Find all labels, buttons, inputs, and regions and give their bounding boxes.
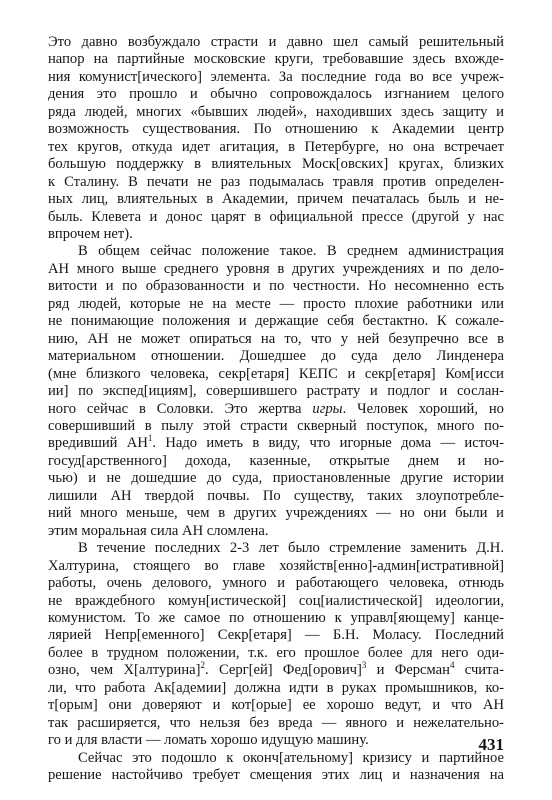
text-line: ных лиц, влиятельных в Академии, причем печаталась быль и не- [48, 191, 504, 208]
text-line: В течение последних 2-3 лет было стремление заменить Д.Н. [78, 540, 504, 557]
italic-word: игры [312, 400, 343, 417]
text-segment: . Серг[ей] Фед[орович] [205, 662, 362, 679]
paragraph-2 [48, 243, 504, 540]
text-line: (мне близкого человека, секр[етаря] КЕПС и секр[етаря] Ком[исси [48, 365, 504, 382]
page-body [48, 34, 504, 784]
text-line: не враждебного комун[истической] соц[иалистической] идеологии, [48, 592, 504, 609]
text-line: Сейчас это подошло к оконч[ательному] кризису и партийное [78, 749, 504, 766]
text-segment: озно, чем Х[алтурина] [48, 662, 201, 679]
text-line: В общем сейчас положение такое. В среднем администрация [78, 243, 504, 260]
text-line: АН много выше среднего уровня в других учреждениях и по дело- [48, 260, 504, 277]
text-line: лярией Непр[еменного] Секр[етаря] — Б.Н. Моласу. Последний [48, 627, 504, 644]
text-line: чью) и не дошедшие до суда, приостановленные другие истории [48, 470, 504, 487]
text-line: этим моральная сила АН сломлена. [48, 522, 269, 539]
text-segment: счита- [454, 662, 504, 679]
text-line: материальном отношении. Дошедшее до суда дело Линденера [48, 348, 504, 365]
text-line: комунистом. То же самое по отношению к управл[яющему] канце- [48, 609, 504, 626]
text-line: совершивший в пылу этой страсти скверный поступок, много по- [48, 417, 504, 434]
text-line: Халтурина, стоящего во главе хозяйств[енно]-админ[истративной] [48, 557, 504, 574]
text-line: к Сталину. В печати не раз подымалась травля против определен- [48, 173, 504, 190]
text-line: тех кругов, откуда идет агитация, в Петербурге, но она встречает [48, 138, 504, 155]
paragraph-4 [48, 750, 504, 785]
footnote-marker: 1 [147, 433, 153, 444]
text-line: работы, очень делового, умного и работающего человека, отнюдь [48, 575, 504, 592]
text-line: напор на партийные московские круги, требовавшие здесь вхожде- [48, 51, 504, 68]
text-line: не понимающие положения и держащие себя бестактно. К сожале- [48, 313, 504, 330]
text-line: дения это прошло и обычно сопровождалось изгнанием целого [48, 86, 504, 103]
text-line: более в трудном положении, т.к. его прошлое более для него оди- [48, 644, 504, 661]
text-line: ний много меньше, чем в других учреждениях — но они были и [48, 505, 504, 522]
text-line: ряд людей, которые не на месте — просто плохие работники или [48, 295, 504, 312]
text-line [48, 435, 504, 452]
text-segment: . Надо иметь в виду, что игорные дома — источ- [152, 435, 504, 452]
text-line: ии] по экспед[ициям], совершившего растрату и подлог и сослан- [48, 383, 504, 400]
footnote-marker: 2 [200, 660, 205, 671]
paragraph-3 [48, 540, 504, 749]
paragraph-1 [48, 34, 504, 243]
text-line: го и для власти — ломать хорошо идущую машину. [48, 732, 369, 749]
text-line: лишили АН твердой почвы. По существу, таких злоупотребле- [48, 487, 504, 504]
text-line: госуд[арственного] дохода, казенные, открытые днем и но- [48, 452, 504, 469]
text-line: возможность существования. По отношению к Академии центр [48, 121, 504, 138]
text-segment: вредивший АН [48, 435, 148, 452]
text-line: ния комунист[ического] элемента. За последние года во все учреж- [48, 68, 504, 85]
footnote-marker: 4 [449, 660, 455, 671]
text-line: так расширяется, что нельзя без вреда — явного и нежелательно- [48, 714, 504, 731]
text-line: впрочем нет). [48, 225, 133, 242]
text-line: быль. Клевета и донос царят в официальной прессе (другой у нас [48, 208, 504, 225]
page-number: 431 [478, 735, 504, 754]
text-line: т[орым] они доверяют и кот[орые] ее хорошо ведут, и что АН [48, 697, 504, 714]
text-line: Это давно возбуждало страсти и давно шел самый решительный [48, 34, 504, 50]
text-line: нию, АН не может опираться на то, что у ней безупречно все в [48, 330, 504, 347]
text-segment: . Человек хороший, но [342, 400, 504, 417]
text-line: ли, что работа Ак[адемии] должна идти в руках промышников, ко- [48, 679, 504, 696]
text-line [48, 662, 504, 679]
text-line: витости и по образованности и по честности. Но несомненно есть [48, 278, 504, 295]
text-segment: и Ферсман [366, 662, 450, 679]
text-segment: ного сейчас в Соловки. Это жертва [48, 400, 302, 417]
text-line: ряда людей, многих «бывших людей», находивших здесь защиту и [48, 103, 504, 120]
footnote-marker: 3 [361, 660, 367, 671]
text-line [48, 401, 504, 418]
text-line: решение настойчиво требует смещения этих лиц и назначения на [48, 767, 504, 784]
text-line: большую поддержку в влиятельных Моск[овских] кругах, близких [48, 156, 504, 173]
